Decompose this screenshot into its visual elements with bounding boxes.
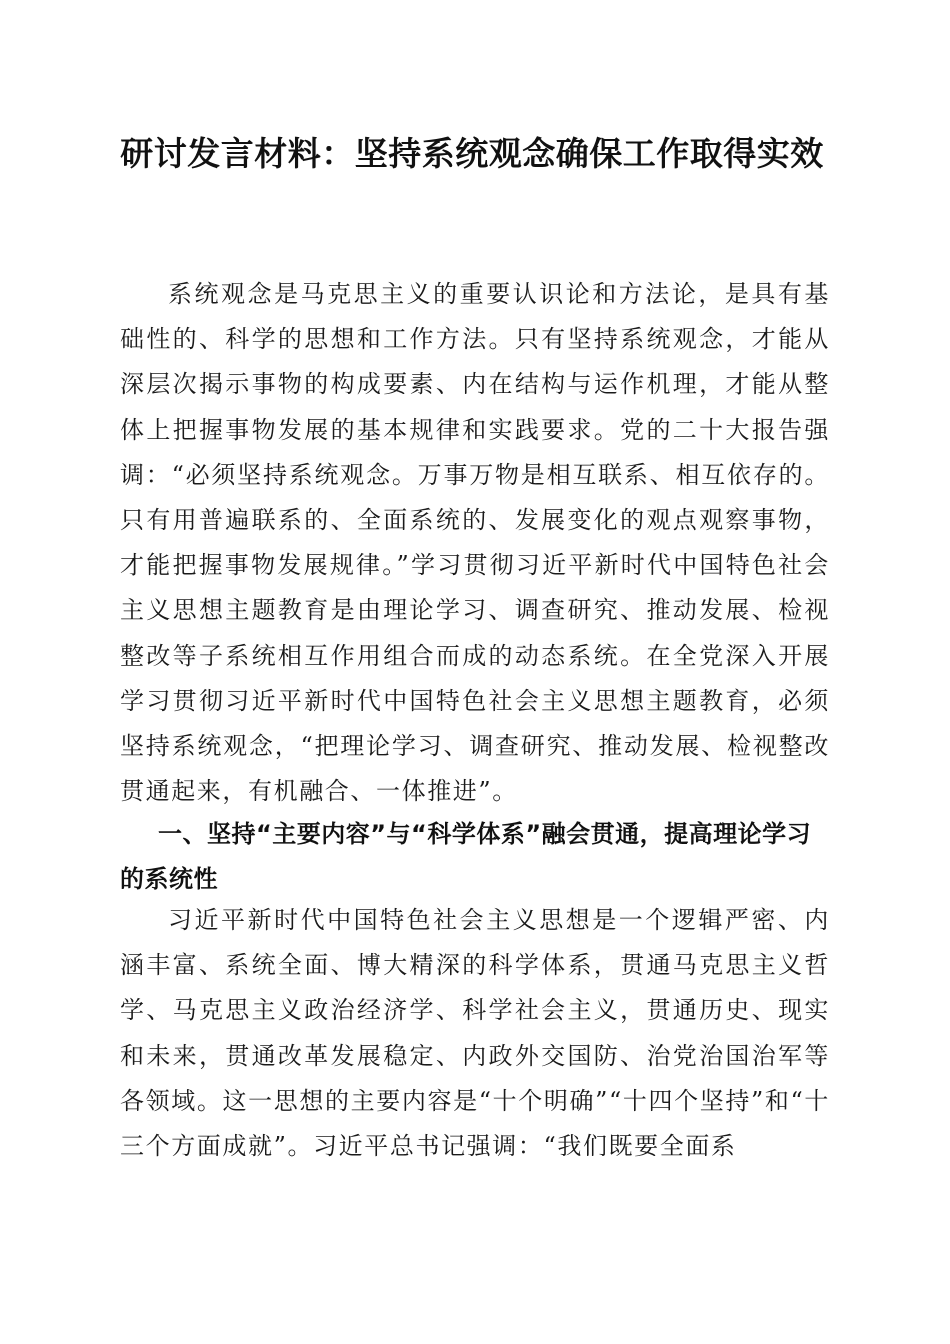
intro-paragraph: 系统观念是马克思主义的重要认识论和方法论，是具有基础性的、科学的思想和工作方法。只有坚持系统观念，才能从深层次揭示事物的构成要素、内在结构与运作机理，才能从整体上把握事物发展的基本规律和实践要求。党的二十大报告强调：“必须坚持系统观念。万事万物是相互联系、相互依存的。只有用普遍联系的、全面系统的、发展变化的观点观察事物，才能把握事物发展规律。”学习贯彻习近平新时代中国特色社会主义思想主题教育是由理论学习、调查研究、推动发展、检视整改等子系统相互作用组合而成的动态系统。在全党深入开展学习贯彻习近平新时代中国特色社会主义思想主题教育，必须坚持系统观念，“把理论学习、调查研究、推动发展、检视整改贯通起来，有机融合、一体推进”。	[120, 280, 830, 806]
section-heading: 一、坚持“主要内容”与“科学体系”融会贯通，提高理论学习的系统性	[120, 820, 812, 894]
document-title: 研讨发言材料：坚持系统观念确保工作取得实效	[120, 134, 824, 173]
section-paragraph: 习近平新时代中国特色社会主义思想是一个逻辑严密、内涵丰富、系统全面、博大精深的科学体系，贯通马克思主义哲学、马克思主义政治经济学、科学社会主义，贯通历史、现实和未来，贯通改革发展稳定、内政外交国防、治党治国治军等各领域。这一思想的主要内容是“十个明确”“十四个坚持”和“十三个方面成就”。习近平总书记强调：“我们既要全面系	[120, 906, 830, 1161]
